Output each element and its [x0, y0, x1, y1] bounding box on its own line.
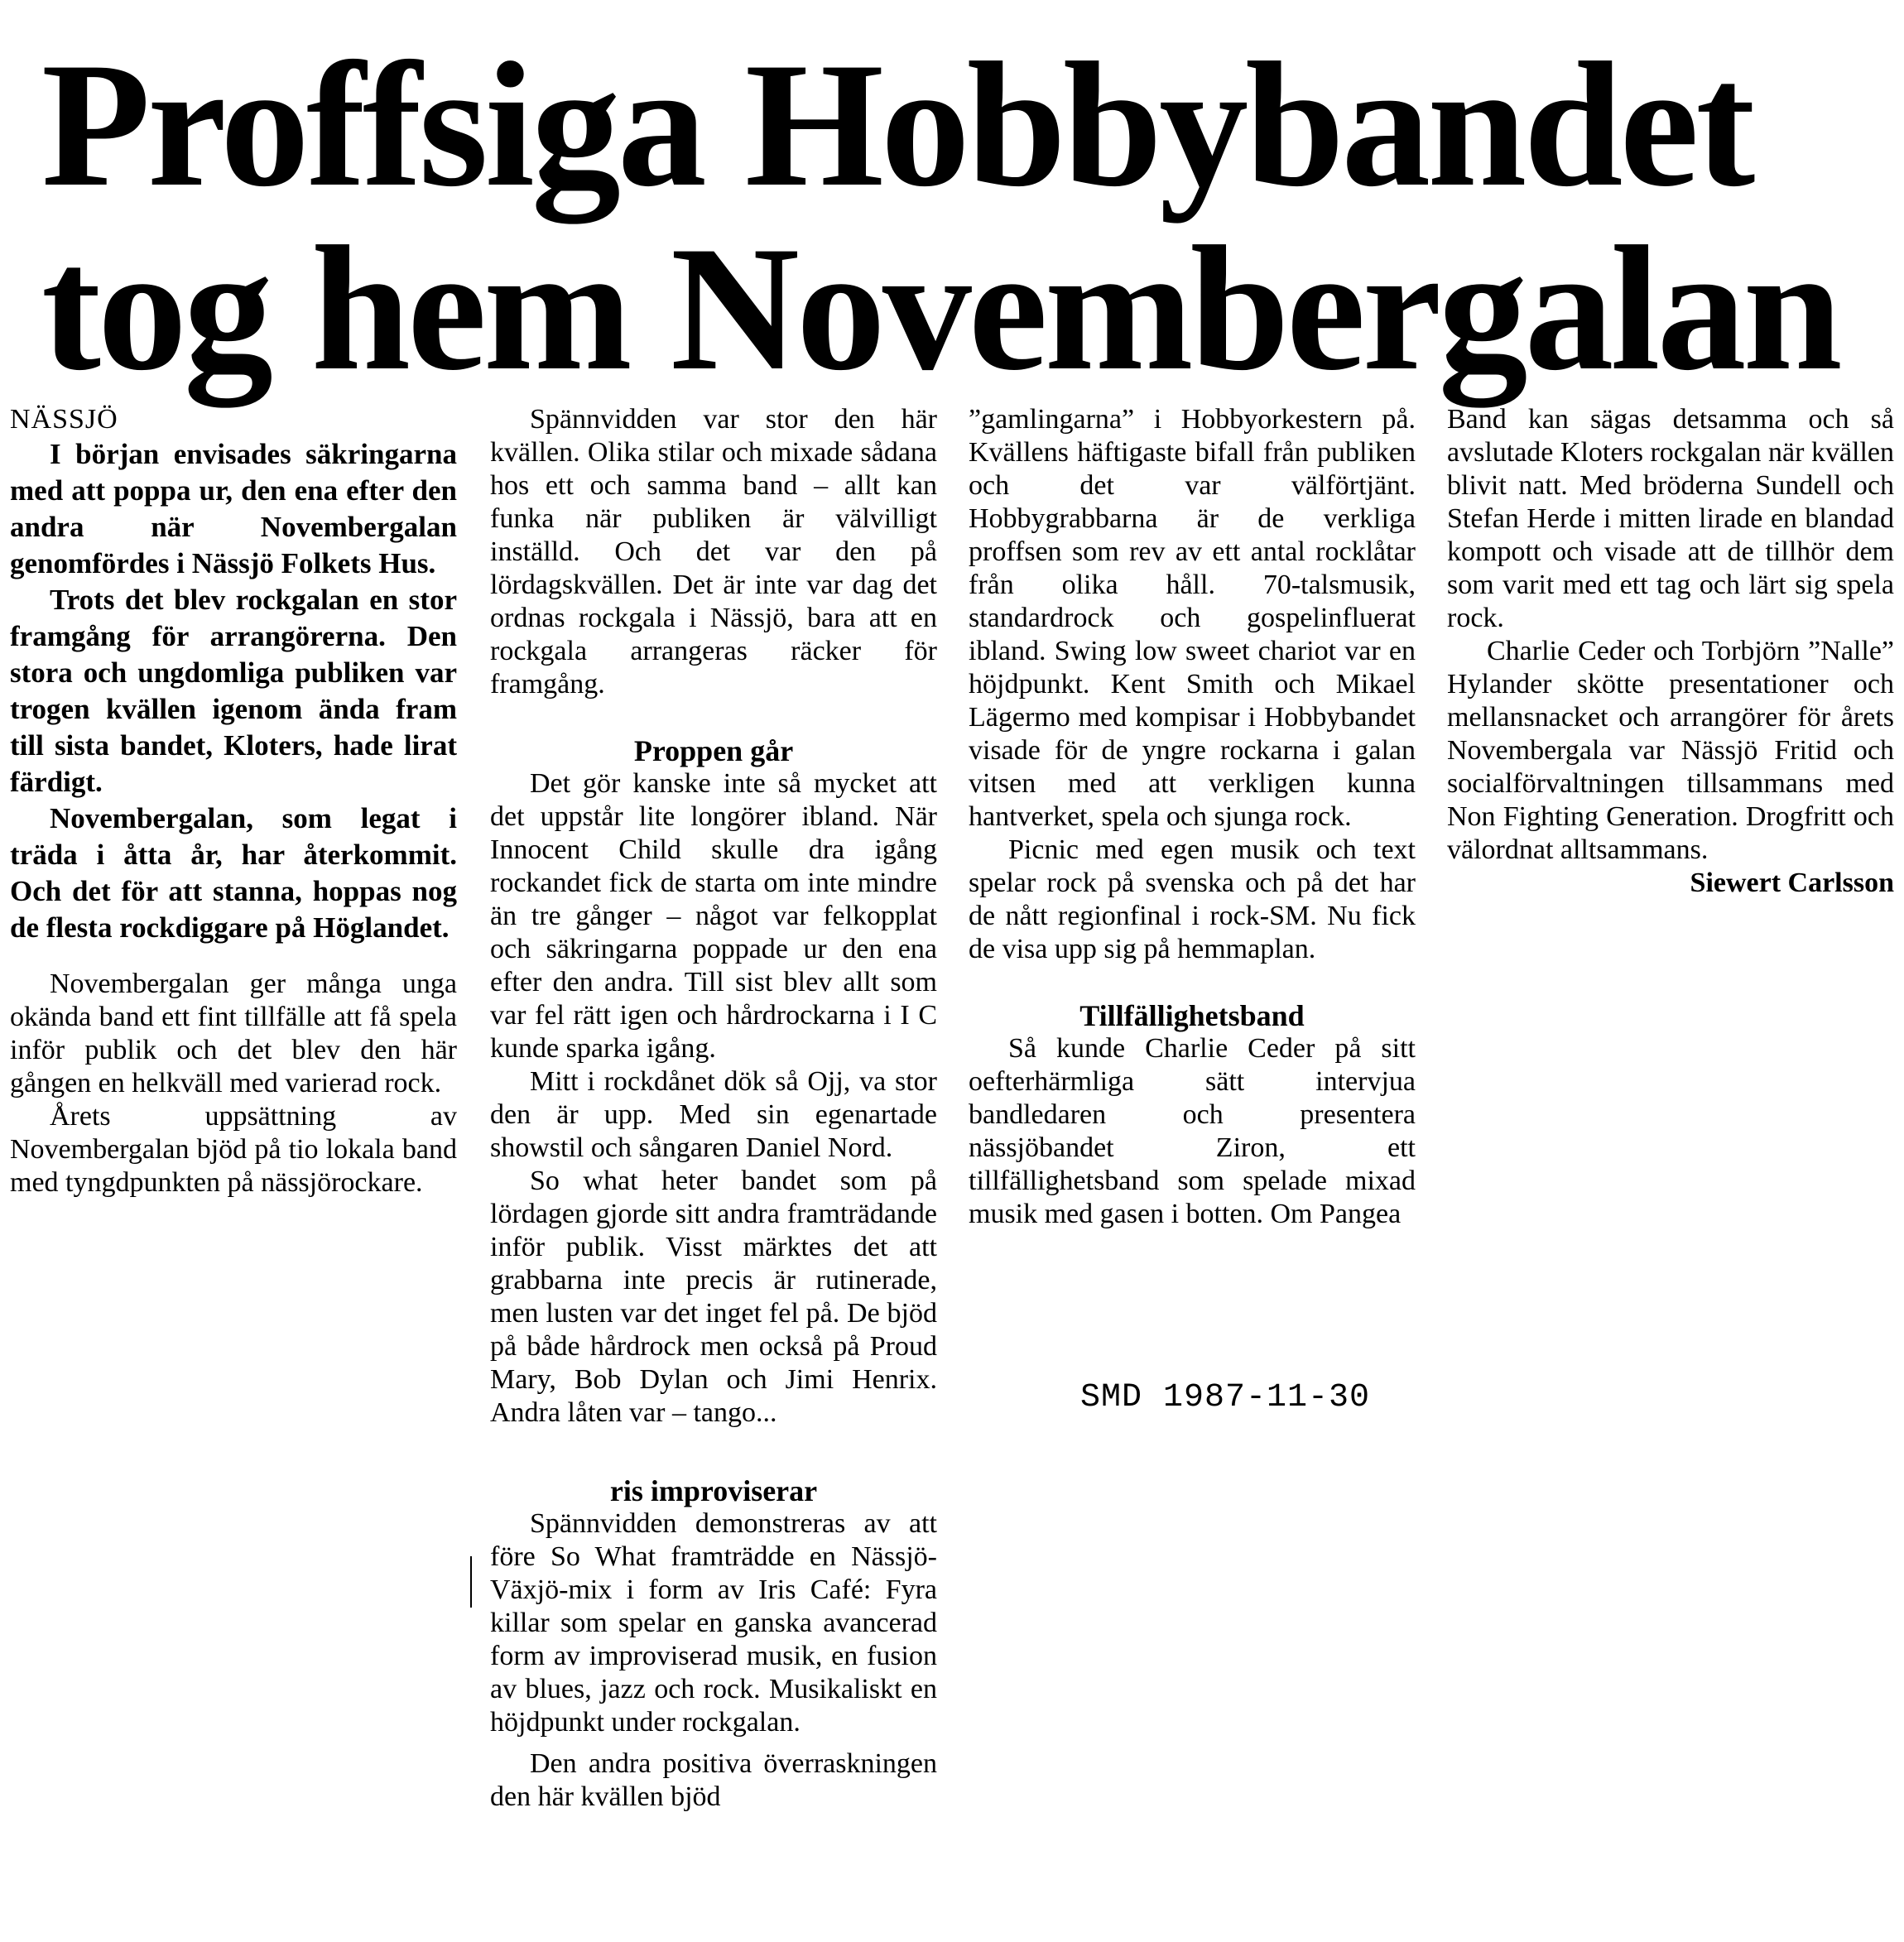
byline: Siewert Carlsson: [1690, 868, 1894, 898]
body-paragraph: Novembergalan ger många unga okända band ett fint tillfälle att få spela inför publik och det blev den här gången en helkväll med varierad rock.: [10, 969, 457, 1098]
body-paragraph: Den andra positiva överraskningen den här kvällen bjöd: [490, 1748, 937, 1812]
lead-paragraph: I början envisades säkringarna med att poppa ur, den ena efter den andra när Novembergalan genomfördes i Nässjö Folkets Hus.: [10, 438, 457, 579]
body-paragraph: Picnic med egen musik och text spelar rock på svenska och på det har de nått regionfinal i rock-SM. Nu fick de visa upp sig på hemmaplan.: [969, 834, 1416, 964]
body-paragraph: ”gamlingarna” i Hobbyorkestern på. Kvällens häftigaste bifall från publiken och det var välförtjänt. Hobbygrabbarna är de verkliga proffsen som rev av ett antal rocklåtar från olika håll. 70-talsmusik, standardrock och gospelinfluerat ibland. Swing low sweet chariot var en höjdpunkt. Kent Smith och Mikael Lägermo med kompisar i Hobbybandet visade för de yngre rockarna i galan vitsen med att verkligen kunna hantverket, spela och sjunga rock.: [969, 404, 1416, 832]
article-column-1: [10, 403, 457, 1199]
dateline: NÄSSJÖ: [10, 404, 118, 435]
body-paragraph: Så kunde Charlie Ceder på sitt oefterhärmliga sätt intervjua bandledaren och presentera nässjöbandet Ziron, ett tillfällighetsband som spelade mixad musik med gasen i botten. Om Pangea: [969, 1033, 1416, 1229]
lead-paragraph: Novembergalan, som legat i träda i åtta år, har återkommit. Och det för att stanna, hoppas nog de flesta rockdiggare på Höglandet.: [10, 802, 457, 944]
body-paragraph: Mitt i rockdånet dök så Ojj, va stor den är upp. Med sin egenartade showstil och sångaren Daniel Nord.: [490, 1066, 937, 1163]
article-column-2: [490, 403, 937, 1814]
body-paragraph: Årets uppsättning av Novembergalan bjöd på tio lokala band med tyngdpunkten på nässjörockare.: [10, 1101, 457, 1198]
body-paragraph: Spännvidden var stor den här kvällen. Olika stilar och mixade sådana hos ett och samma band – allt kan funka när publiken är välvilligt inställd. Och det var den på lördagskvällen. Det är inte var dag det ordnas rockgala i Nässjö, bara att en rockgala arrangeras räcker för framgång.: [490, 404, 937, 699]
body-paragraph: Charlie Ceder och Torbjörn ”Nalle” Hylander skötte presentationer och mellansnacket och arrangörer för årets Novembergala var Nässjö Fritid och socialförvaltningen tillsammans med Non Fighting Generation. Drogfritt och välordnat alltsammans.: [1447, 636, 1894, 865]
body-paragraph: So what heter bandet som på lördagen gjorde sitt andra framträdande inför publik. Visst märktes det att grabbarna inte precis är rutinerade, men lusten var det inget fel på. De bjöd på både hårdrock men också på Proud Mary, Bob Dylan och Jimi Henrix. Andra låten var – tango...: [490, 1166, 937, 1428]
body-paragraph: Spännvidden demonstreras av att före So What framträdde en Nässjö-Växjö-mix i form av Iris Café: Fyra killar som spelar en ganska avancerad form av improviserad musik, en fusion av blues, jazz och rock. Musikaliskt en höjdpunkt under rockgalan.: [490, 1508, 937, 1738]
headline-line-1: Proffsiga Hobbybandet: [41, 26, 1753, 224]
column-rule: [470, 1556, 472, 1608]
article-column-3: [969, 403, 1416, 1231]
article-column-4: [1447, 403, 1894, 900]
body-paragraph: Det gör kanske inte så mycket att det uppstår lite longörer ibland. När Innocent Child skulle dra igång rockandet fick de starta om inte mindre än tre gånger – något var felkopplat och säkringarna poppade ur den ena efter den andra. Till sist blev allt som var fel rätt igen och hårdrockarna i I C kunde sparka igång.: [490, 768, 937, 1064]
lead-paragraph: Trots det blev rockgalan en stor framgång för arrangörerna. Den stora och ungdomliga publiken var trogen kvällen igenom ända fram till sista bandet, Kloters, hade lirat färdigt.: [10, 584, 457, 798]
subheading: ris improviserar: [609, 1474, 818, 1507]
subheading: Proppen går: [633, 734, 794, 767]
headline: [41, 26, 1879, 407]
subheading: Tillfällighetsband: [1079, 999, 1305, 1032]
headline-line-2: tog hem Novembergalan: [41, 209, 1839, 407]
body-paragraph: Band kan sägas detsamma och så avslutade Kloters rockgalan när kvällen blivit natt. Med bröderna Sundell och Stefan Herde i mitten lirade en blandad kompott och visade att de tillhör dem som varit med ett tag och lärt sig spela rock.: [1447, 404, 1895, 633]
source-date-stamp: SMD 1987-11-30: [1080, 1379, 1371, 1416]
